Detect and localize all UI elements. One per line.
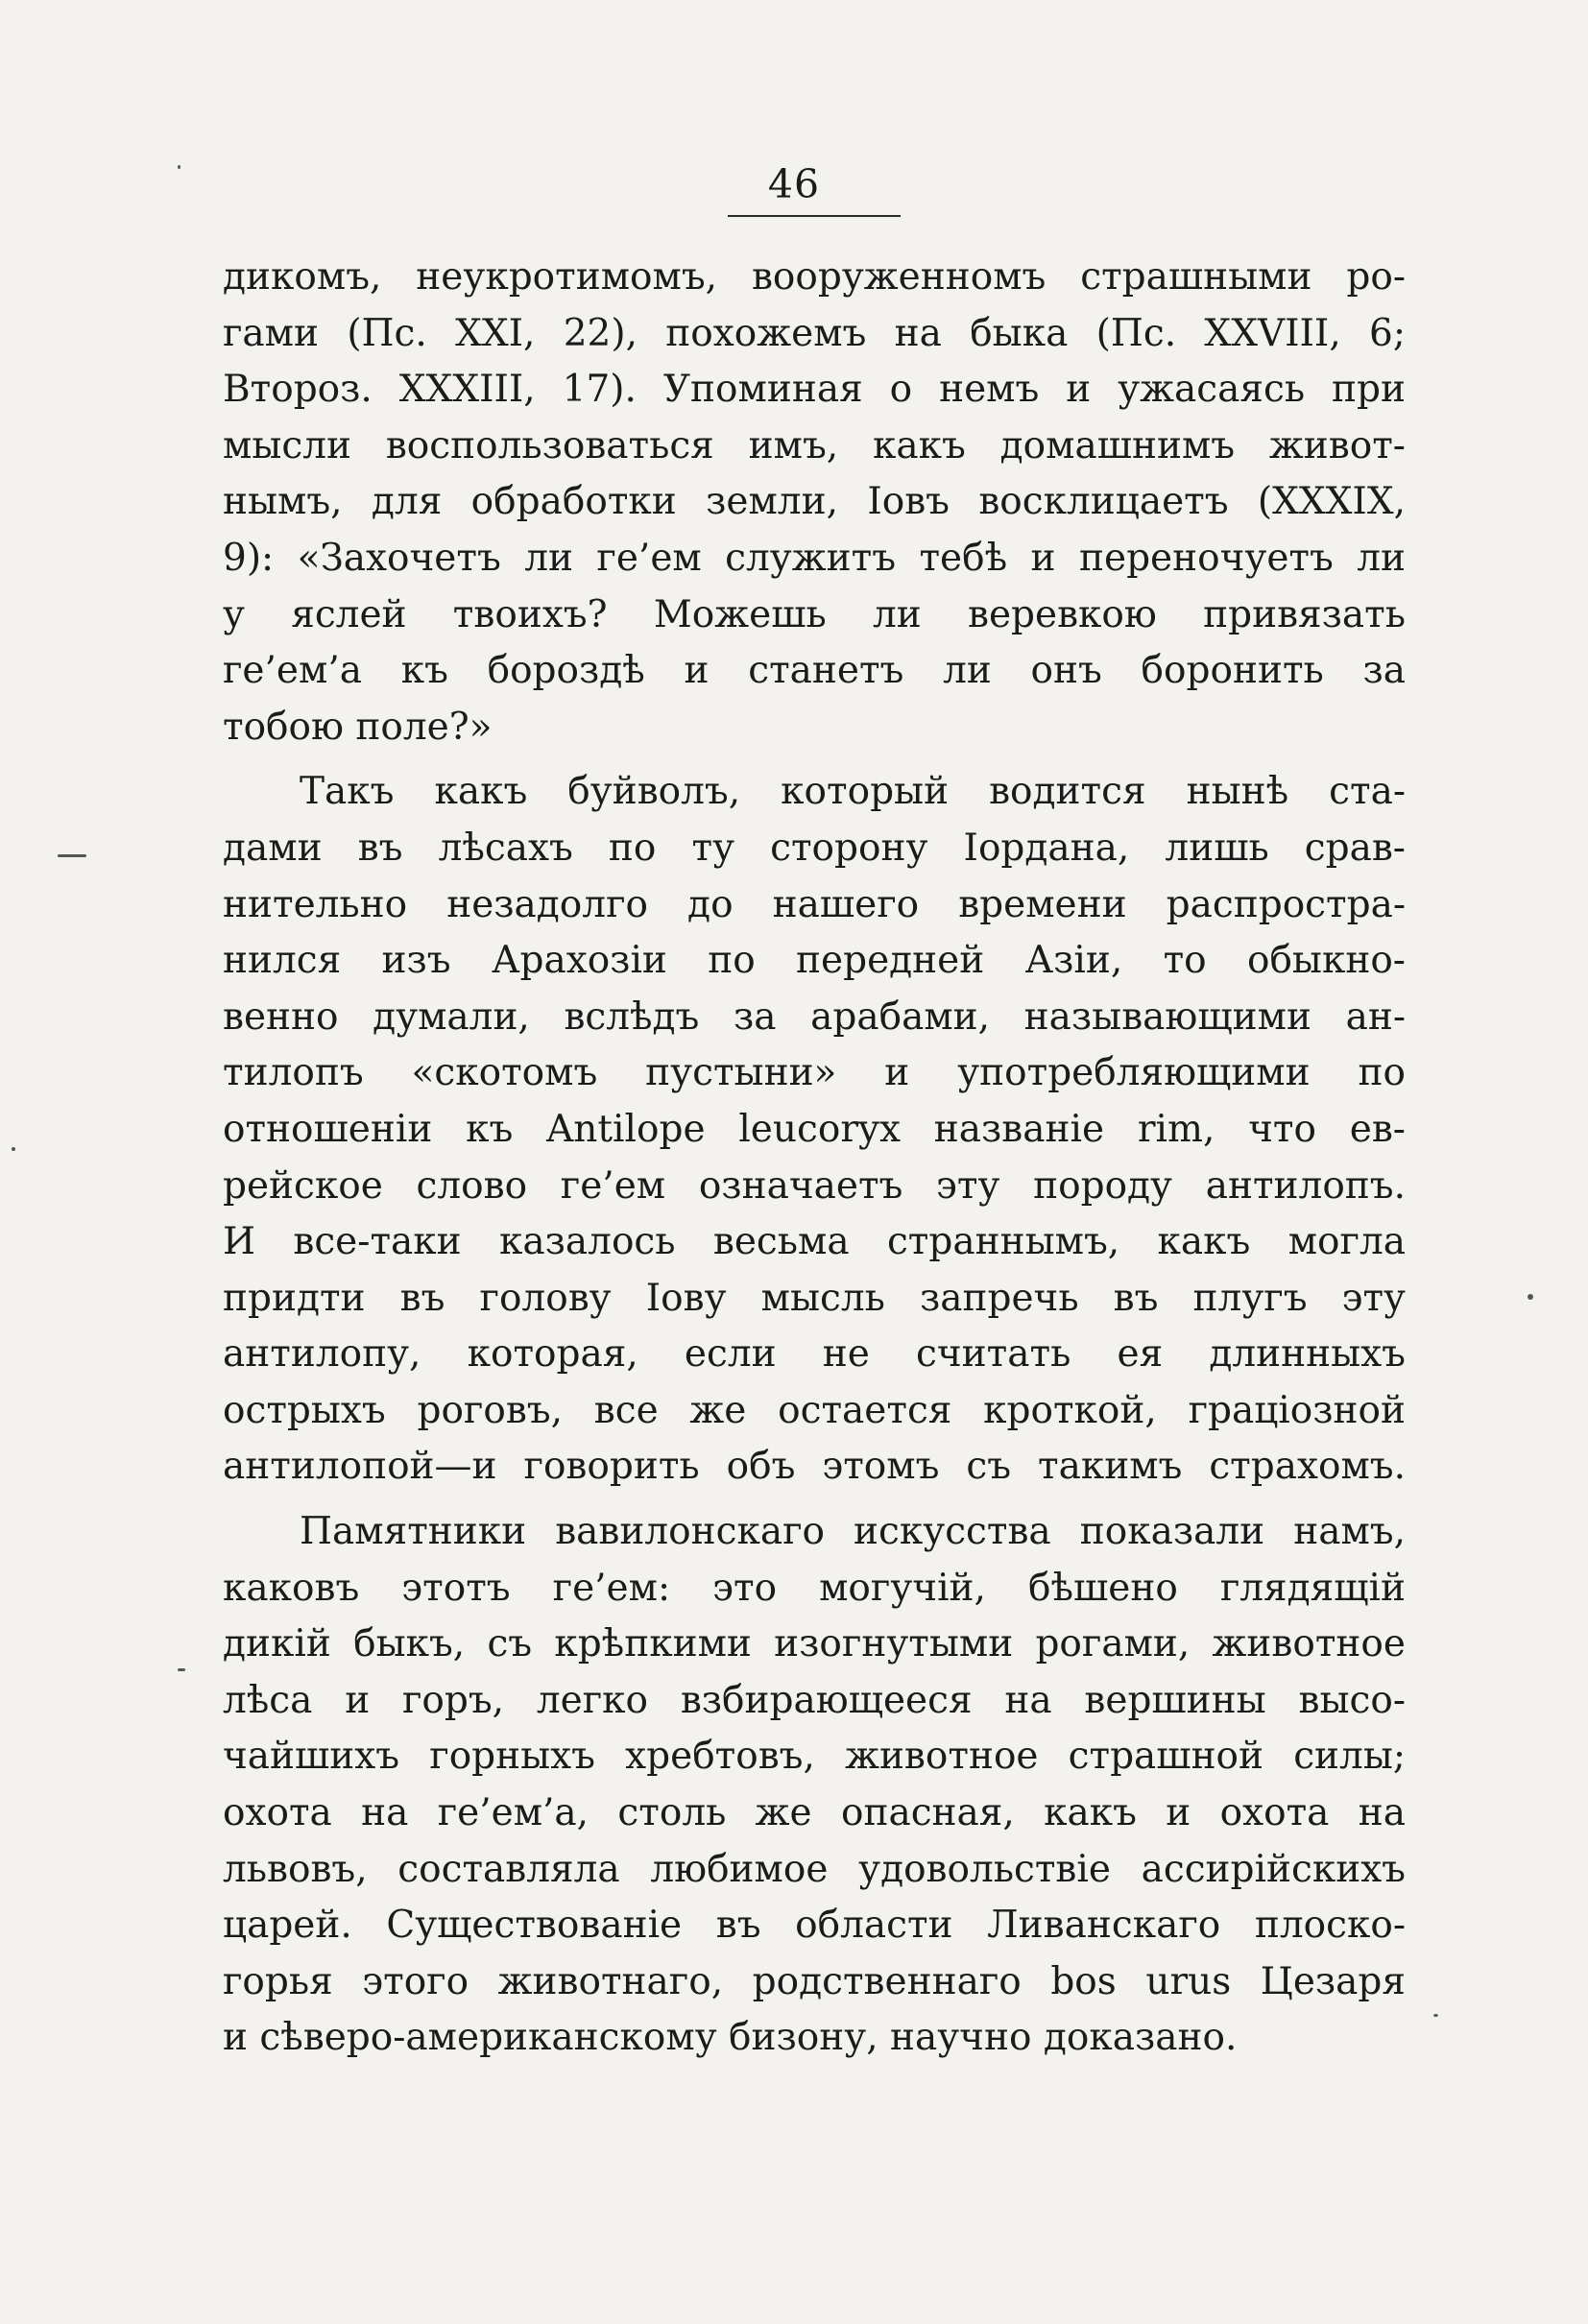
text-line: придти въ голову Іову мысль запречь въ плугъ эту <box>223 1276 1406 1320</box>
text-line: острыхъ роговъ, все же остается кроткой, граціозной <box>223 1388 1406 1432</box>
scan-speck <box>1433 2014 1438 2017</box>
text-line: гами (Пс. XXI, 22), похожемъ на быка (Пс. XXVIII, 6; <box>223 311 1406 355</box>
text-line: Памятники вавилонскаго искусства показали намъ, <box>300 1510 1406 1554</box>
scan-speck <box>178 165 180 169</box>
paragraph-gap <box>223 755 1406 764</box>
scan-speck <box>12 1147 15 1151</box>
text-line: царей. Существованіе въ области Ливанскаго плоско- <box>223 1904 1406 1948</box>
page-number-rule <box>728 215 901 217</box>
text-line: чайшихъ горныхъ хребтовъ, животное страшной силы; <box>223 1735 1406 1779</box>
text-line: охота на ге’ем’а, столь же опасная, какъ и охота на <box>223 1791 1406 1835</box>
text-line: каковъ этотъ ге’ем: это могучій, бѣшено глядящій <box>223 1566 1406 1610</box>
text-line: нымъ, для обработки земли, Іовъ восклицаетъ (XXXIX, <box>223 480 1406 524</box>
text-line: 9): «Захочетъ ли ге’ем служитъ тебѣ и переночуетъ ли <box>223 536 1406 580</box>
text-line: нился изъ Арахозіи по передней Азіи, то обыкно- <box>223 939 1406 983</box>
text-line: ге’ем’а къ бороздѣ и станетъ ли онъ боронить за <box>223 649 1406 693</box>
paragraph-3 <box>223 1504 1406 2067</box>
text-line: дикомъ, неукротимомъ, вооруженномъ страшными ро- <box>223 255 1406 299</box>
text-line: венно думали, вслѣдъ за арабами, называющими ан- <box>223 994 1406 1039</box>
page-number: 46 <box>767 161 821 207</box>
text-line: тобою поле?» <box>223 705 493 749</box>
paragraph-1 <box>223 250 1406 755</box>
text-line: И все-таки казалось весьма страннымъ, какъ могла <box>223 1220 1406 1264</box>
scan-speck <box>178 1668 185 1671</box>
text-line: дами въ лѣсахъ по ту сторону Іордана, лишь срав- <box>223 826 1406 870</box>
body-text <box>223 250 1406 2067</box>
scan-speck <box>1528 1294 1533 1300</box>
text-line: антилопой—и говорить объ этомъ съ такимъ страхомъ. <box>223 1445 1406 1489</box>
scan-speck <box>58 854 86 857</box>
text-line: львовъ, составляла любимое удовольствіе ассирійскихъ <box>223 1847 1406 1891</box>
text-line: отношеніи къ Antilope leucoryx названіе rim, что ев- <box>223 1107 1406 1151</box>
text-line: у яслей твоихъ? Можешь ли веревкою привязать <box>223 592 1406 636</box>
text-line: мысли воспользоваться имъ, какъ домашнимъ живот- <box>223 423 1406 467</box>
paragraph-gap <box>223 1496 1406 1504</box>
text-line: антилопу, которая, если не считать ея длинныхъ <box>223 1332 1406 1377</box>
text-line: нительно незадолго до нашего времени распростра- <box>223 882 1406 926</box>
text-line: лѣса и горъ, легко взбирающееся на вершины высо- <box>223 1678 1406 1722</box>
text-line: тилопъ «скотомъ пустыни» и употребляющими по <box>223 1051 1406 1095</box>
text-line: дикій быкъ, съ крѣпкими изогнутыми рогами, животное <box>223 1622 1406 1666</box>
text-line: рейское слово ге’ем означаетъ эту породу антилопъ. <box>223 1163 1406 1208</box>
text-line: Такъ какъ буйволъ, который водится нынѣ ста- <box>300 770 1406 814</box>
text-line: и сѣверо-американскому бизону, научно доказано. <box>223 2016 1238 2060</box>
text-line: горья этого животнаго, родственнаго bos urus Цезаря <box>223 1959 1406 2003</box>
text-line: Второз. XXXIII, 17). Упоминая о немъ и ужасаясь при <box>223 368 1406 412</box>
paragraph-2 <box>223 764 1406 1496</box>
